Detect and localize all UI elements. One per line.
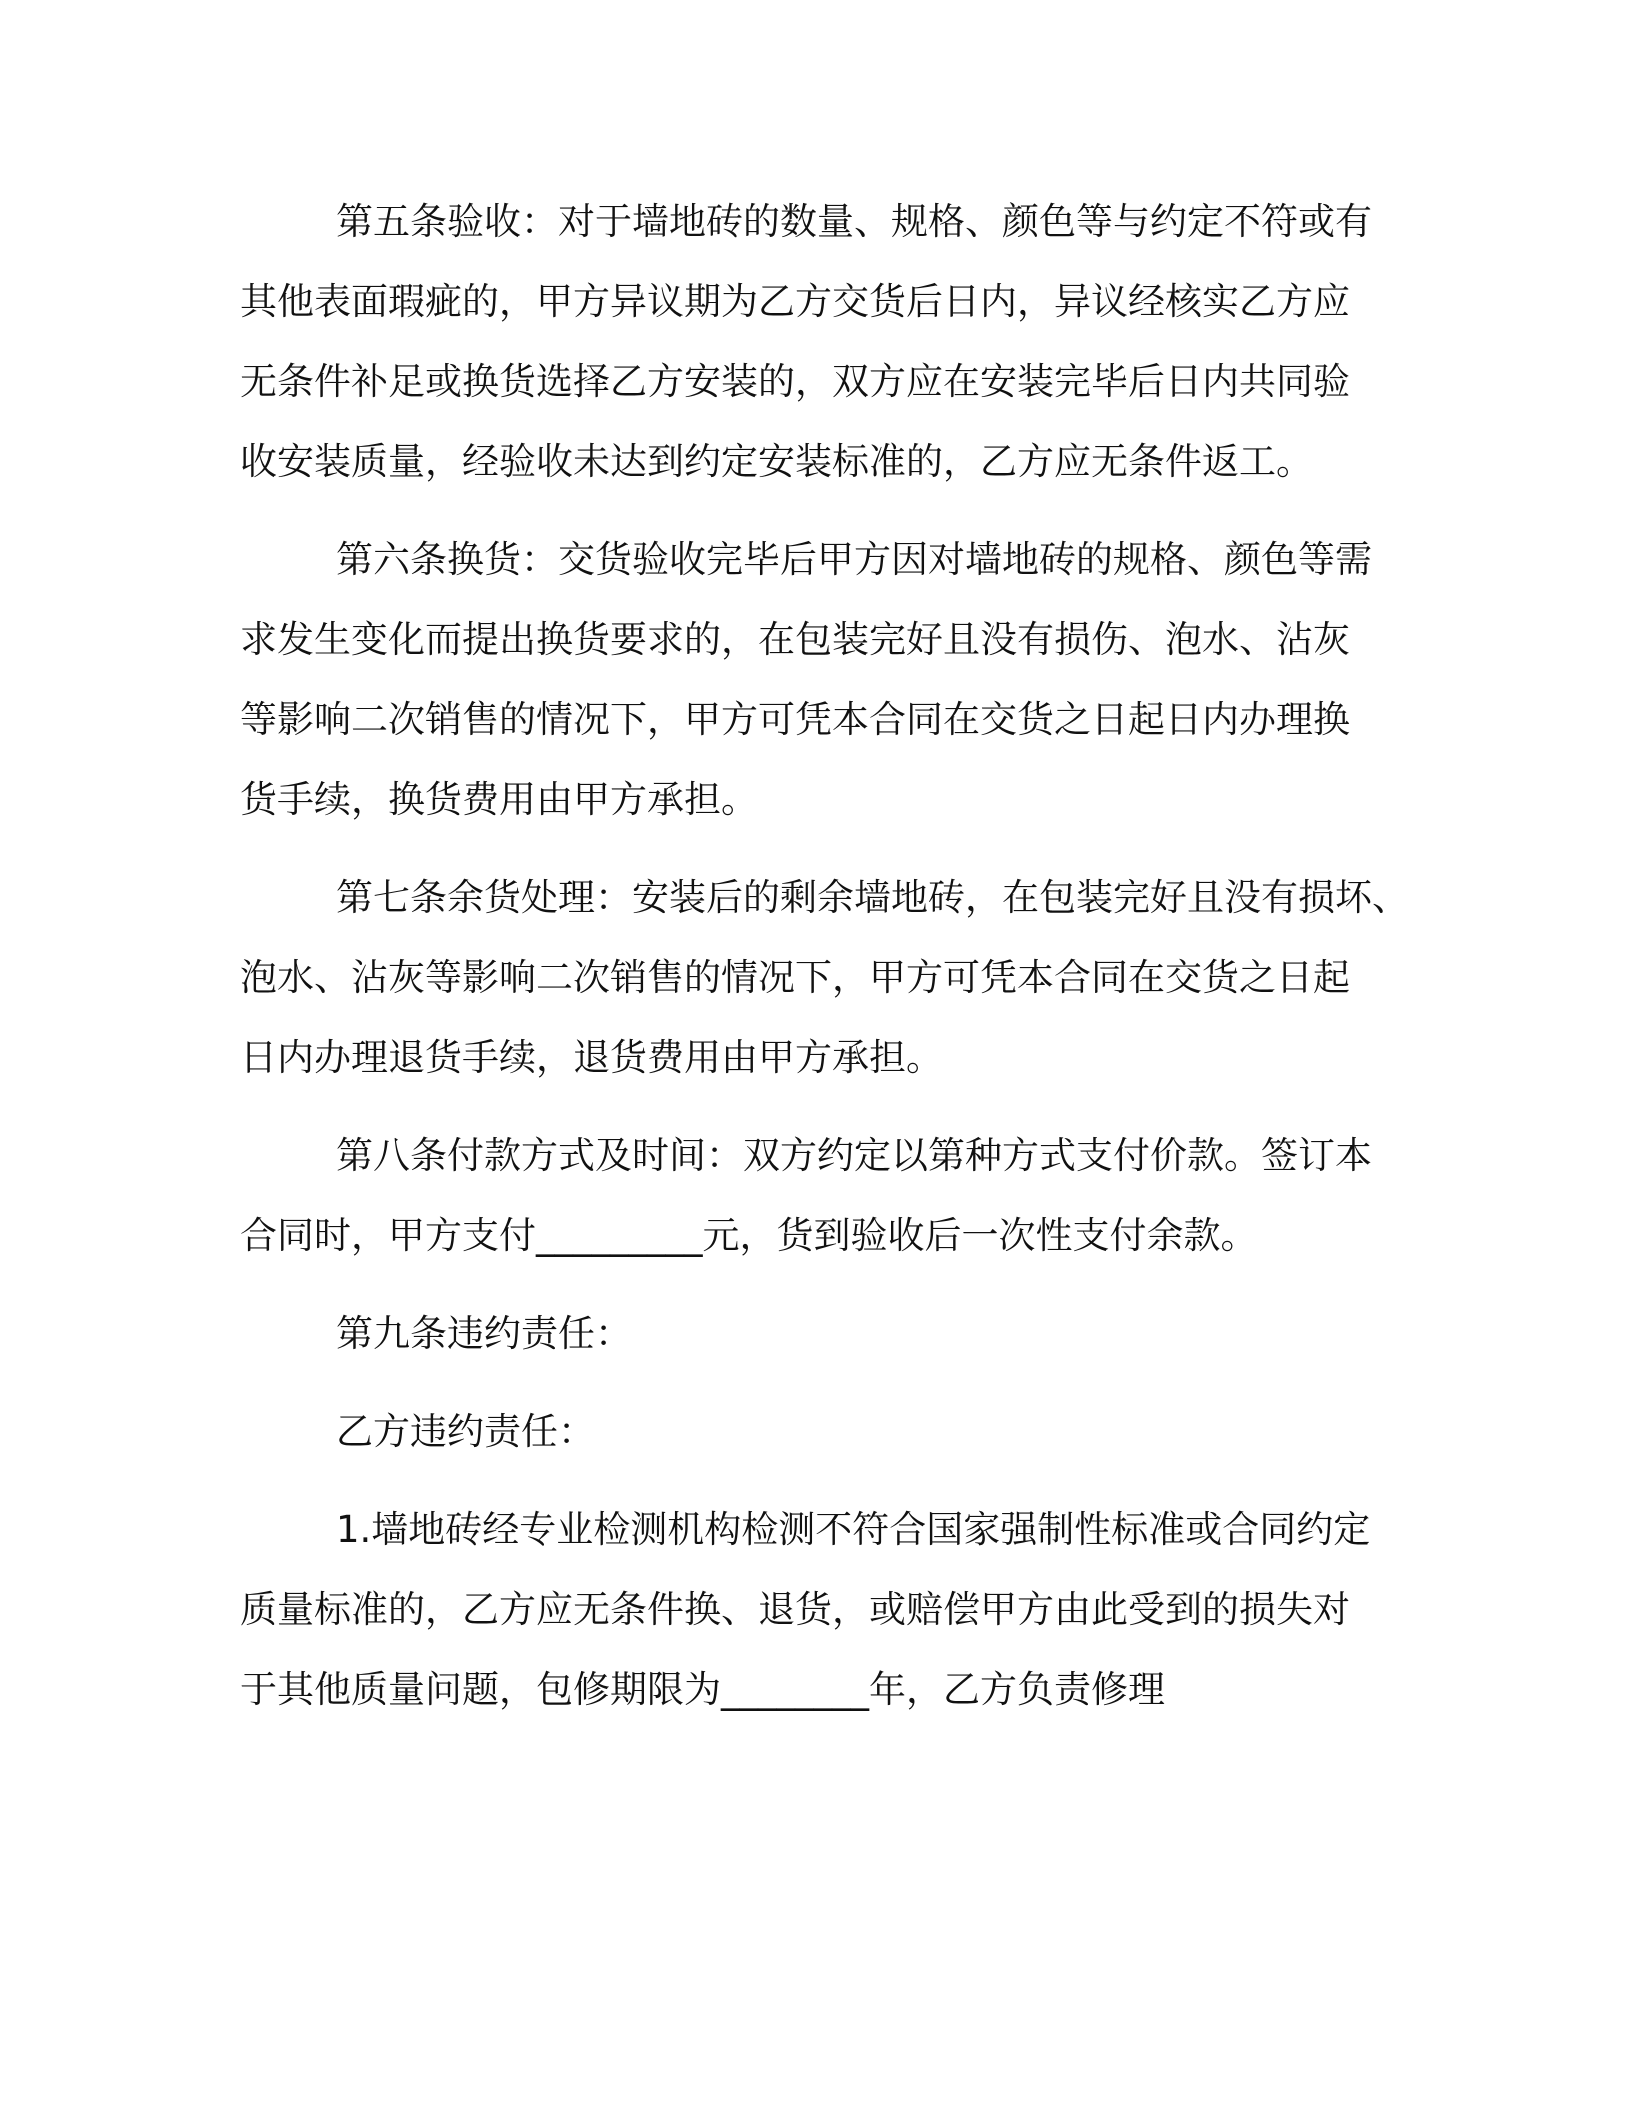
paragraph-line: 质量标准的，乙方应无条件换、退货，或赔偿甲方由此受到的损失对	[240, 1588, 1350, 1631]
paragraph-line: 第七条余货处理：安装后的剩余墙地砖，在包装完好且没有损坏、	[336, 876, 1409, 919]
paragraph-line: 合同时，甲方支付_________元，货到验收后一次性支付余款。	[240, 1214, 1258, 1257]
paragraph-line: 无条件补足或换货选择乙方安装的，双方应在安装完毕后日内共同验	[240, 360, 1350, 403]
document-body	[240, 182, 1409, 1748]
paragraph-article-9-heading	[240, 1294, 1400, 1374]
paragraph-line: 其他表面瑕疵的，甲方异议期为乙方交货后日内，异议经核实乙方应	[240, 280, 1350, 323]
paragraph-line: 第六条换货：交货验收完毕后甲方因对墙地砖的规格、颜色等需	[336, 538, 1372, 581]
paragraph-article-7	[240, 858, 1409, 1098]
paragraph-line: 第八条付款方式及时间：双方约定以第种方式支付价款。签订本	[336, 1134, 1372, 1177]
paragraph-line: 第九条违约责任：	[336, 1312, 632, 1355]
paragraph-line: 乙方违约责任：	[336, 1410, 595, 1453]
paragraph-line: 求发生变化而提出换货要求的，在包装完好且没有损伤、泡水、沾灰	[240, 618, 1350, 661]
paragraph-article-6	[240, 520, 1400, 840]
paragraph-line: 货手续，换货费用由甲方承担。	[240, 778, 758, 821]
paragraph-item-1	[240, 1490, 1400, 1730]
paragraph-line: 于其他质量问题，包修期限为________年，乙方负责修理	[240, 1668, 1165, 1711]
paragraph-line: 第五条验收：对于墙地砖的数量、规格、颜色等与约定不符或有	[336, 200, 1372, 243]
paragraph-party-b-liability-heading	[240, 1392, 1400, 1472]
paragraph-article-8	[240, 1116, 1400, 1276]
paragraph-line: 收安装质量，经验收未达到约定安装标准的，乙方应无条件返工。	[240, 440, 1313, 483]
paragraph-line: 等影响二次销售的情况下，甲方可凭本合同在交货之日起日内办理换	[240, 698, 1350, 741]
paragraph-line: 日内办理退货手续，退货费用由甲方承担。	[240, 1036, 943, 1079]
paragraph-line: 1.墙地砖经专业检测机构检测不符合国家强制性标准或合同约定	[336, 1508, 1371, 1551]
paragraph-article-5	[240, 182, 1400, 502]
paragraph-line: 泡水、沾灰等影响二次销售的情况下，甲方可凭本合同在交货之日起	[240, 956, 1350, 999]
